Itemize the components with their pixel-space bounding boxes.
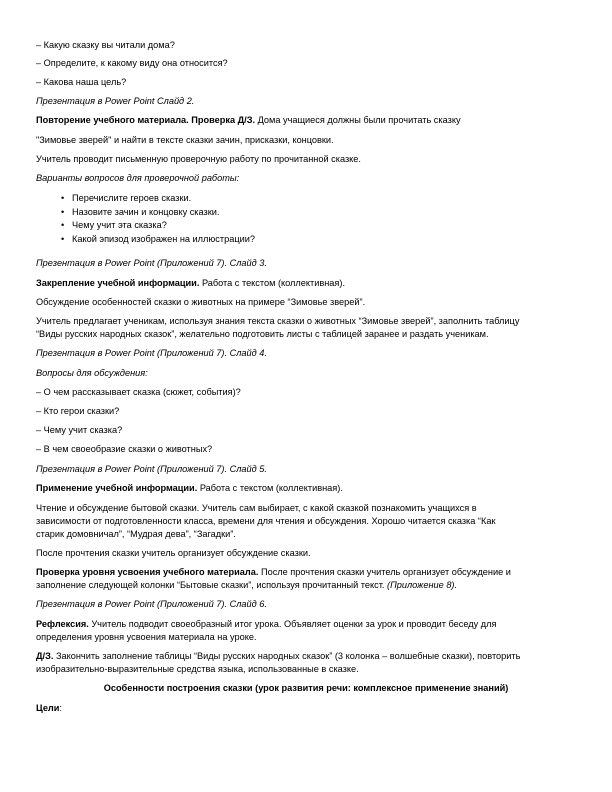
paragraph-reading: Чтение и обсуждение бытовой сказки. Учитель сам выбирает, с какой сказкой познакомить учащихся в <box>36 503 477 513</box>
paragraph-teacher-offer-line2: “Виды русских народных сказок”, желательно подготовить листы с таблицей заранее и раздать ученикам. <box>36 329 489 339</box>
list-item: • Назовите зачин и концовку сказки. <box>36 206 255 220</box>
paragraph-reading-line2: зависимости от подготовленности класса, времени для чтения и обсуждения. Хорошо читается сказка “Как <box>36 516 496 526</box>
paragraph-homework <box>36 650 576 662</box>
question-1: – Какую сказку вы читали дома? <box>36 40 175 50</box>
question-2: – Определите, к какому виду она относится? <box>36 58 228 68</box>
paragraph-text: Учитель подводит своеобразный итог урока. Объявляет оценки за урок и проводит беседу для <box>88 619 497 629</box>
goals-label: Цели <box>36 703 60 713</box>
variants-list <box>36 192 255 246</box>
appendix-reference: (Приложение 8). <box>387 580 458 590</box>
section-heading: Закрепление учебной информации. <box>36 278 200 288</box>
presentation-note: Презентация в Power Point (Приложений 7). Слайд 3. <box>36 258 267 268</box>
paragraph-text: Работа с текстом (коллективная). <box>199 278 346 288</box>
goals-line <box>36 702 576 714</box>
paragraph-text: Работа с текстом (коллективная). <box>197 483 343 493</box>
paragraph-reflection-line2: определения уровня усвоения материала на уроке. <box>36 632 257 642</box>
section-heading: Рефлексия. <box>36 619 89 629</box>
presentation-note: Презентация в Power Point (Приложений 7). Слайд 4. <box>36 348 267 358</box>
paragraph-text: Закончить заполнение таблицы “Виды русских народных сказок” (3 колонка – волшебные сказки), повторить <box>53 651 521 661</box>
section-heading: Проверка уровня усвоения учебного материала. <box>36 567 259 577</box>
discussion-question: – О чем рассказывает сказка (сюжет, события)? <box>36 387 241 397</box>
paragraph-teacher-offer: Учитель предлагает ученикам, используя знания текста сказки о животных “Зимовье зверей”, заполнить таблицу <box>36 316 520 326</box>
paragraph-repeat-line2: "Зимовье зверей" и найти в тексте сказки зачин, присказки, концовки. <box>36 135 334 145</box>
paragraph-consolidation <box>36 277 576 289</box>
paragraph-text: заполнение следующей колонки “Бытовые сказки”, используя прочитанный текст. <box>36 580 388 590</box>
paragraph-homework-line2: изобразительно-выразительные средства языка, использованные в сказке. <box>36 664 359 674</box>
question-3: – Какова наша цель? <box>36 77 127 87</box>
presentation-note: Презентация в Power Point Слайд 2. <box>36 96 195 106</box>
paragraph-text: Дома учащиеся должны были прочитать сказку <box>255 115 461 125</box>
paragraph-reading-line3: старик домовничал”, “Мудрая дева”, “Загадки”. <box>36 529 236 539</box>
presentation-note: Презентация в Power Point (Приложений 7). Слайд 5. <box>36 464 267 474</box>
presentation-note: Презентация в Power Point (Приложений 7). Слайд 6. <box>36 599 267 609</box>
paragraph-application <box>36 482 576 494</box>
list-item: • Чему учит эта сказка? <box>36 219 255 233</box>
paragraph-level-check <box>36 566 576 578</box>
paragraph-text: После прочтения сказки учитель организует обсуждение и <box>258 567 511 577</box>
paragraph-after-reading: После прочтения сказки учитель организует обсуждение сказки. <box>36 548 311 558</box>
discussion-questions-heading: Вопросы для обсуждения: <box>36 368 148 378</box>
paragraph-reflection <box>36 618 576 630</box>
section-heading: Повторение учебного материала. Проверка Д/З. <box>36 115 256 125</box>
discussion-question: – Чему учит сказка? <box>36 425 123 435</box>
section-heading: Применение учебной информации. <box>36 483 198 493</box>
list-item: • Какой эпизод изображен на иллюстрации? <box>36 233 255 247</box>
paragraph-teacher-check: Учитель проводит письменную проверочную работу по прочитанной сказке. <box>36 154 361 164</box>
paragraph-discussion: Обсуждение особенностей сказки о животных на примере “Зимовье зверей”. <box>36 297 366 307</box>
section-heading: Д/З. <box>36 651 54 661</box>
section-title: Особенности построения сказки (урок развития речи: комплексное применение знаний) <box>103 683 509 693</box>
list-item: • Перечислите героев сказки. <box>36 192 255 206</box>
paragraph-level-check-line2 <box>36 579 576 591</box>
paragraph-repeat <box>36 114 576 126</box>
variants-heading: Варианты вопросов для проверочной работы: <box>36 173 240 183</box>
discussion-question: – В чем своеобразие сказки о животных? <box>36 444 213 454</box>
discussion-question: – Кто герои сказки? <box>36 406 120 416</box>
goals-colon: : <box>59 703 62 713</box>
